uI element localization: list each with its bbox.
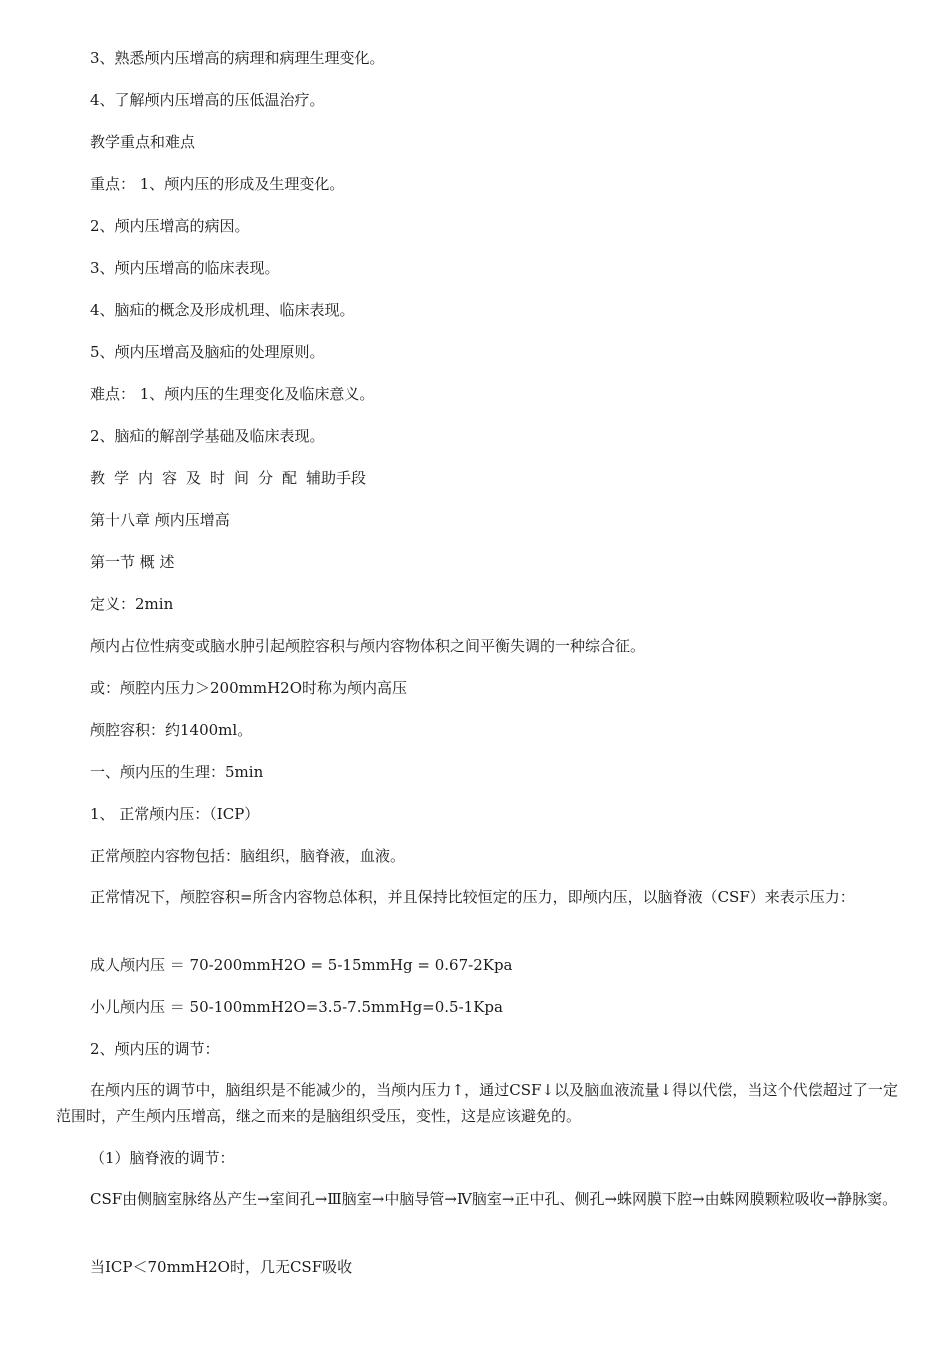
section-heading-key-points: 教学重点和难点 — [90, 133, 196, 151]
content-allocation-heading — [90, 469, 366, 487]
paragraph-regulation: 在颅内压的调节中，脑组织是不能减少的，当颅内压力↑，通过CSF↓以及脑血液流量↓得以代偿，当这个代偿超过了一定范围时，产生颅内压增高，继之而来的是脑组织受压，变性，这是应该避免的。 — [56, 1081, 898, 1125]
chapter-title: 第十八章 颅内压增高 — [90, 511, 230, 529]
key-point-1: 重点： 1、颅内压的形成及生理变化。 — [90, 175, 345, 193]
definition-text: 颅内占位性病变或脑水肿引起颅腔容积与颅内容物体积之间平衡失调的一种综合征。 — [90, 637, 646, 655]
csf-absorption-note: 当ICP＜70mmH2O时，几无CSF吸收 — [90, 1258, 353, 1276]
objective-3: 3、熟悉颅内压增高的病理和病理生理变化。 — [90, 49, 385, 67]
key-point-3: 3、颅内压增高的临床表现。 — [90, 259, 280, 277]
regulation-heading: 2、颅内压的调节： — [90, 1040, 220, 1058]
normal-icp-heading: 1、 正常颅内压：（ICP） — [90, 805, 260, 823]
difficulty-2: 2、脑疝的解剖学基础及临床表现。 — [90, 427, 325, 445]
paragraph-normal-conditions: 正常情况下，颅腔容积=所含内容物总体积，并且保持比较恒定的压力，即颅内压，以脑脊液（CSF）来表示压力： — [90, 888, 855, 906]
objective-4: 4、了解颅内压增高的压低温治疗。 — [90, 91, 325, 109]
aids-label: 辅助手段 — [306, 469, 367, 487]
csf-regulation-heading: （1）脑脊液的调节： — [90, 1149, 235, 1167]
adult-icp: 成人颅内压 ＝ 70-200mmH2O = 5-15mmHg = 0.67-2Kpa — [90, 956, 513, 974]
key-point-2: 2、颅内压增高的病因。 — [90, 217, 250, 235]
key-point-5: 5、颅内压增高及脑疝的处理原则。 — [90, 343, 325, 361]
cranial-volume: 颅腔容积：约1400ml。 — [90, 721, 253, 739]
section-title: 第一节 概 述 — [90, 553, 175, 571]
cranial-contents: 正常颅腔内容物包括：脑组织，脑脊液，血液。 — [90, 847, 406, 865]
child-icp: 小儿颅内压 ＝ 50-100mmH2O=3.5-7.5mmHg=0.5-1Kpa — [90, 998, 503, 1016]
paragraph-csf-pathway: CSF由侧脑室脉络丛产生→室间孔→Ⅲ脑室→中脑导管→Ⅳ脑室→正中孔、侧孔→蛛网膜下腔→由蛛网膜颗粒吸收→静脉窦。 — [90, 1190, 898, 1208]
physiology-heading: 一、颅内压的生理：5min — [90, 763, 264, 781]
key-point-4: 4、脑疝的概念及形成机理、临床表现。 — [90, 301, 355, 319]
content-allocation-label: 教学内容及时间分配 — [90, 469, 307, 487]
difficulty-1: 难点： 1、颅内压的生理变化及临床意义。 — [90, 385, 375, 403]
definition-label: 定义：2min — [90, 595, 174, 613]
definition-alt: 或：颅腔内压力＞200mmH2O时称为颅内高压 — [90, 679, 408, 697]
